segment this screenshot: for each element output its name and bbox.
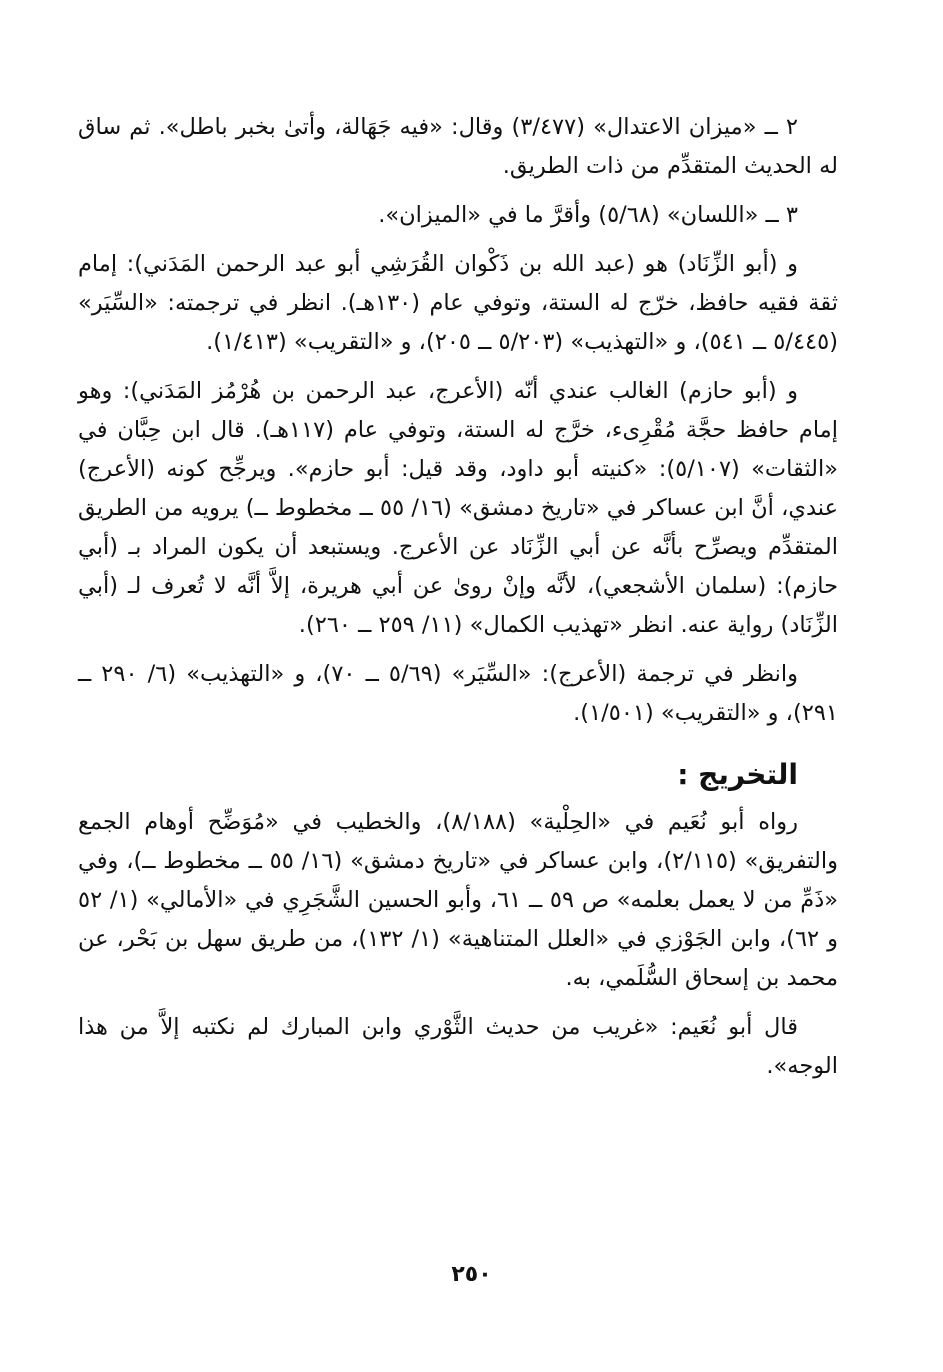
narrator-abu-zinad-paragraph: و (أبو الزِّنَاد) هو (عبد الله بن ذَكْوان القُرَشِي أبو عبد الرحمن المَدَني): إمام ثقة فقيه حافظ، خرّج له الستة، وتوفي عام (١٣٠هـ). انظر في ترجمته: «السِّيَر» (٥/٤٤٥ ــ ٥٤١)، و «التهذيب» (٥/٢٠٣ ــ ٢٠٥)، و «التقريب» (١/٤١٣).: [78, 251, 838, 355]
page-body: [78, 108, 838, 1096]
narrator-abu-hazim-paragraph: و (أبو حازم) الغالب عندي أنّه (الأعرج، عبد الرحمن بن هُرْمُز المَدَني): وهو إمام حافظ حجَّة مُقْرِىء، خرَّج له الستة، وتوفي عام (١١٧هـ). قال ابن حِبَّان في «الثقات» (٥/١٠٧): «كنيته أبو داود، وقد قيل: أبو حازم». ويرجِّح كونه (الأعرج) عندي، أنَّ ابن عساكر في «تاريخ دمشق» (١٦/ ٥٥ ــ مخطوط ــ) يرويه من الطريق المتقدِّم ويصرِّح بأنَّه عن أبي الزِّنَاد عن الأعرج. ويستبعد أن يكون المراد بـ (أبي حازم): (سلمان الأشجعي)، لأنَّه وإنْ روىٰ عن أبي هريرة، إلاَّ أنَّه لا تُعرف لـ (أبي الزِّنَاد) رواية عنه. انظر «تهذيب الكمال» (١١/ ٢٥٩ ــ ٢٦٠).: [78, 378, 839, 638]
abu-nuaym-remark-paragraph: قال أبو نُعَيم: «غريب من حديث الثَّوْري وابن المبارك لم نكتبه إلاَّ من هذا الوجه».: [78, 1014, 838, 1079]
takhrij-heading: التخريج :: [677, 758, 798, 791]
note-paragraph-3: ٣ ــ «اللسان» (٥/٦٨) وأقرَّ ما في «الميزان».: [378, 202, 798, 228]
note-paragraph-2: ٢ ــ «ميزان الاعتدال» (٣/٤٧٧) وقال: «فيه جَهَالة، وأتىٰ بخبر باطل». ثم ساق له الحديث المتقدِّم من ذات الطريق.: [78, 114, 838, 179]
page-number: ٢٥٠: [451, 1262, 492, 1287]
takhrij-paragraph: رواه أبو نُعَيم في «الحِلْية» (٨/١٨٨)، والخطيب في «مُوَضِّح أوهام الجمع والتفريق» (٢/١١٥)، وابن عساكر في «تاريخ دمشق» (١٦/ ٥٥ ــ مخطوط ــ)، وفي «ذَمِّ من لا يعمل بعلمه» ص ٥٩ ــ ٦١، وأبو الحسين الشَّجَرِي في «الأمالي» (١/ ٥٢ و ٦٢)، وابن الجَوْزي في «العلل المتناهية» (١/ ١٣٢)، من طريق سهل بن بَحْر، عن محمد بن إسحاق السُّلَمي، به.: [78, 809, 839, 991]
see-also-paragraph: وانظر في ترجمة (الأعرج): «السِّيَر» (٥/٦٩ ــ ٧٠)، و «التهذيب» (٦/ ٢٩٠ ــ ٢٩١)، و «التقريب» (١/٥٠١).: [78, 661, 838, 726]
